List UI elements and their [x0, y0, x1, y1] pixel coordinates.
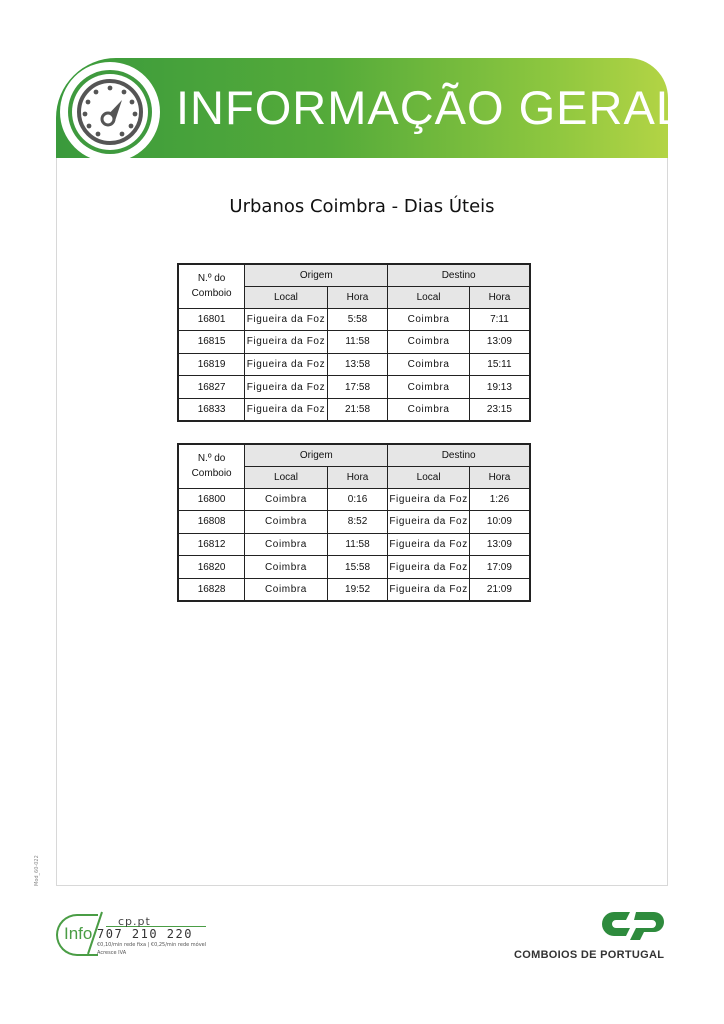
destination-time: 17:09: [469, 556, 530, 579]
origin-local: Coimbra: [245, 556, 328, 579]
origin-local: Figueira da Foz: [245, 331, 328, 354]
destination-time: 21:09: [469, 578, 530, 601]
vat-note: Acresce IVA: [97, 950, 127, 956]
table-row: [178, 353, 530, 376]
origin-time: 8:52: [327, 511, 388, 534]
destination-time: 13:09: [469, 533, 530, 556]
origin-time: 5:58: [327, 308, 388, 331]
header-destino: Destino: [388, 444, 530, 466]
train-number: 16808: [178, 511, 245, 534]
timetable-2: [177, 443, 531, 602]
destination-local: Figueira da Foz: [388, 488, 470, 511]
brand-name: COMBOIOS DE PORTUGAL: [514, 949, 665, 961]
table-row: [178, 556, 530, 579]
header-hora: Hora: [327, 286, 388, 308]
origin-time: 15:58: [327, 556, 388, 579]
origin-local: Figueira da Foz: [245, 376, 328, 399]
destination-time: 10:09: [469, 511, 530, 534]
table-row: [178, 376, 530, 399]
origin-local: Figueira da Foz: [245, 308, 328, 331]
destination-local: Figueira da Foz: [388, 578, 470, 601]
origin-local: Coimbra: [245, 533, 328, 556]
origin-time: 13:58: [327, 353, 388, 376]
train-number: 16800: [178, 488, 245, 511]
origin-time: 21:58: [327, 398, 388, 421]
origin-time: 17:58: [327, 376, 388, 399]
header-local: Local: [388, 286, 470, 308]
train-number: 16801: [178, 308, 245, 331]
destination-time: 1:26: [469, 488, 530, 511]
header-destino: Destino: [388, 264, 530, 286]
origin-local: Figueira da Foz: [245, 398, 328, 421]
header-origem: Origem: [245, 444, 388, 466]
destination-local: Figueira da Foz: [388, 533, 470, 556]
header-local: Local: [245, 286, 328, 308]
destination-local: Coimbra: [388, 308, 470, 331]
website-link[interactable]: cp.pt: [118, 915, 151, 928]
header-hora: Hora: [469, 466, 530, 488]
destination-local: Coimbra: [388, 398, 470, 421]
destination-local: Coimbra: [388, 353, 470, 376]
document-code: Mod_60-022: [34, 855, 40, 886]
header-local: Local: [245, 466, 328, 488]
header-local: Local: [388, 466, 470, 488]
header-train-number: N.º do Comboio: [178, 444, 245, 488]
train-number: 16827: [178, 376, 245, 399]
banner-title: INFORMAÇÃO GERAL: [176, 81, 683, 134]
document-title: Urbanos Coimbra - Dias Úteis: [229, 196, 495, 217]
origin-time: 11:58: [327, 533, 388, 556]
header-origem: Origem: [245, 264, 388, 286]
destination-local: Figueira da Foz: [388, 511, 470, 534]
origin-time: 11:58: [327, 331, 388, 354]
table-row: [178, 533, 530, 556]
header-hora: Hora: [469, 286, 530, 308]
timetable-1: [177, 263, 531, 422]
origin-time: 0:16: [327, 488, 388, 511]
destination-time: 23:15: [469, 398, 530, 421]
phone-number[interactable]: 707 210 220: [97, 927, 193, 941]
table-row: [178, 488, 530, 511]
destination-time: 13:09: [469, 331, 530, 354]
destination-local: Coimbra: [388, 376, 470, 399]
origin-local: Coimbra: [245, 578, 328, 601]
table-row: [178, 511, 530, 534]
table-row: [178, 308, 530, 331]
train-number: 16815: [178, 331, 245, 354]
destination-time: 7:11: [469, 308, 530, 331]
header-train-number: N.º do Comboio: [178, 264, 245, 308]
destination-local: Coimbra: [388, 331, 470, 354]
train-number: 16833: [178, 398, 245, 421]
table-row: [178, 331, 530, 354]
price-note: €0,10/min rede fixa | €0,25/min rede móvel: [97, 942, 207, 948]
table-row: [178, 578, 530, 601]
train-number: 16819: [178, 353, 245, 376]
origin-time: 19:52: [327, 578, 388, 601]
info-label: Info: [64, 924, 93, 943]
header-hora: Hora: [327, 466, 388, 488]
cp-logo: [600, 908, 668, 942]
train-number: 16828: [178, 578, 245, 601]
train-number: 16812: [178, 533, 245, 556]
speedometer-icon: [60, 62, 160, 162]
destination-local: Figueira da Foz: [388, 556, 470, 579]
table-row: [178, 398, 530, 421]
origin-local: Coimbra: [245, 511, 328, 534]
destination-time: 15:11: [469, 353, 530, 376]
destination-time: 19:13: [469, 376, 530, 399]
origin-local: Coimbra: [245, 488, 328, 511]
origin-local: Figueira da Foz: [245, 353, 328, 376]
train-number: 16820: [178, 556, 245, 579]
